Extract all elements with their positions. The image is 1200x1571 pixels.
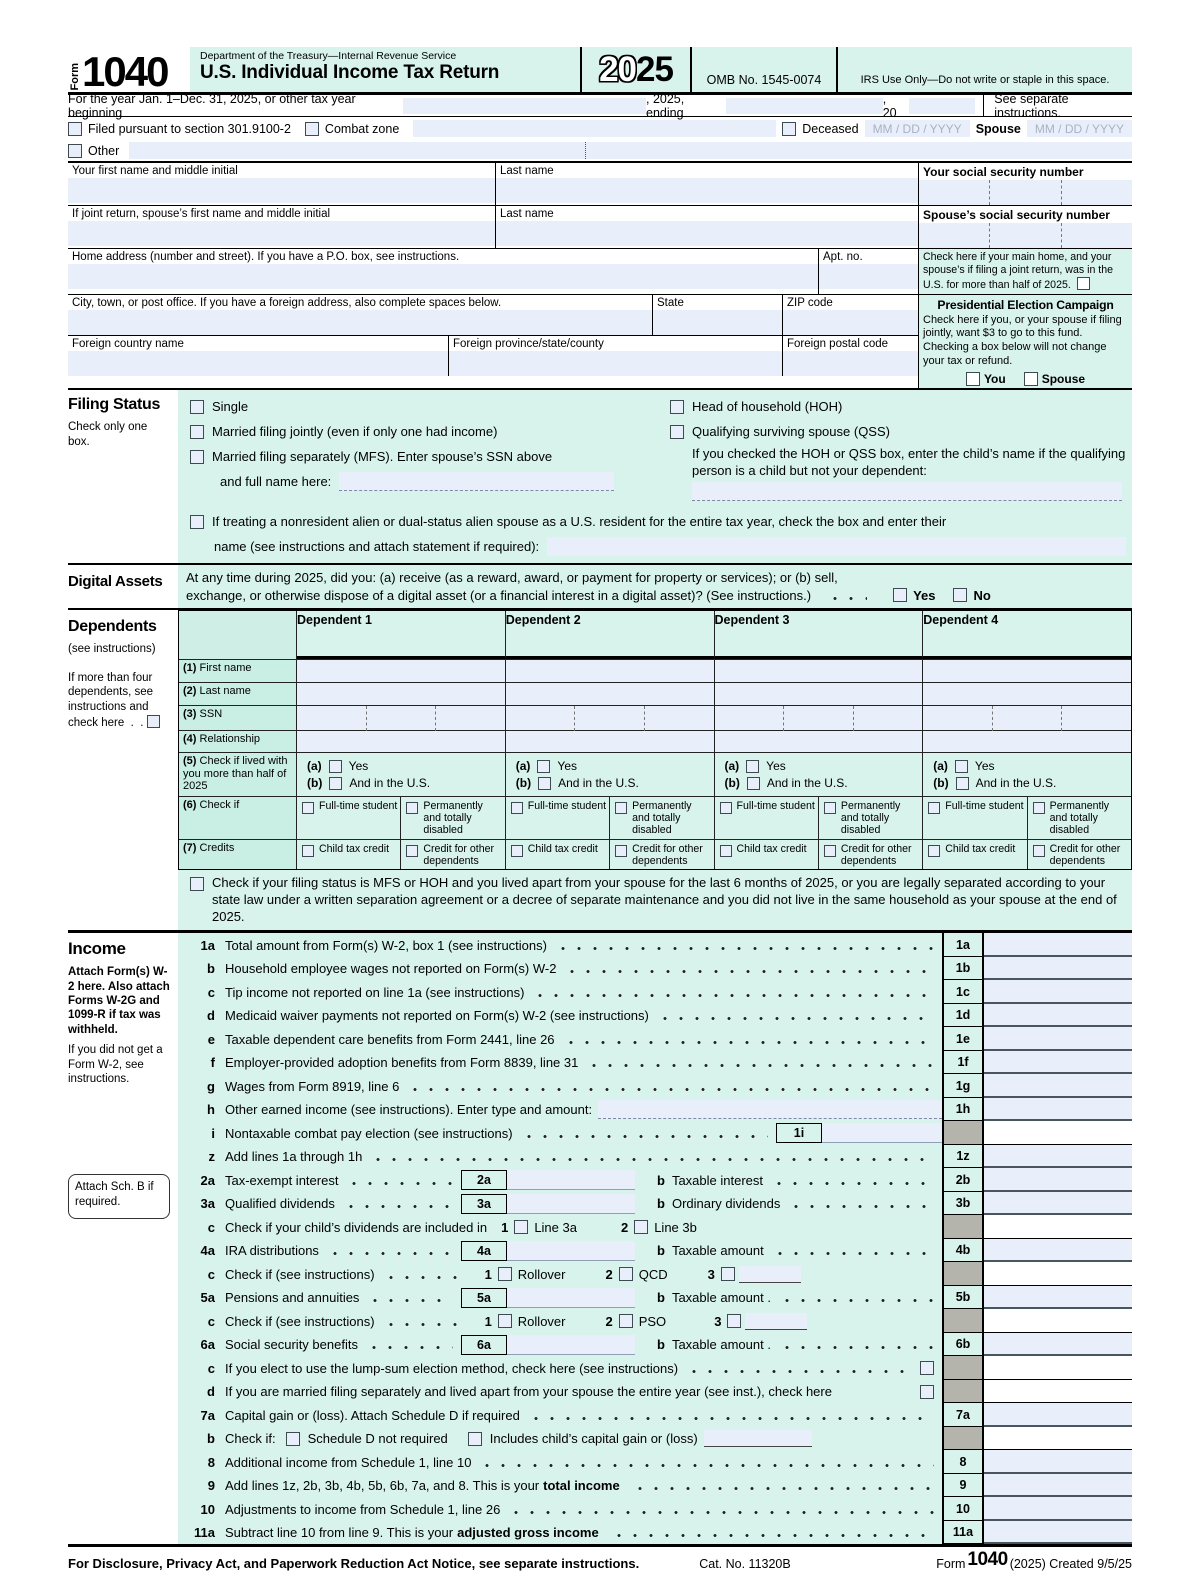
dep-check-if-row: (6) Check if Full-time student Permanently and totally disabled Full-time student Permanently and totally disabled Full-time student Permanently and totally disabled Full-time student Permanently and totally disabled	[179, 797, 1131, 840]
spouse-deceased-date-input[interactable]: MM / DD / YYYY	[1027, 120, 1132, 137]
income-line-8: 8 Additional income from Schedule 1, line 10 8	[178, 1450, 1132, 1474]
year-beginning-input[interactable]	[403, 98, 646, 114]
main-home-note: Check here if your main home, and your spouse’s if filing a joint return, was in the U.S. for more than half of 2025.	[918, 249, 1132, 294]
dot-leader	[686, 1369, 912, 1374]
department-line: Department of the Treasury—Internal Revenue Service	[200, 50, 457, 62]
dep1-ctc-checkbox[interactable]	[302, 845, 314, 857]
mfs-lived-apart-checkbox[interactable]	[920, 1385, 934, 1399]
tax-year-row: For the year Jan. 1–Dec. 31, 2025, or other tax year beginning , 2025, ending , 20 See separate instructions.	[68, 95, 1132, 117]
dep4-odc-checkbox[interactable]	[1033, 845, 1045, 857]
pec-you-checkbox[interactable]	[966, 372, 980, 386]
dep2-lived-us-checkbox[interactable]	[538, 777, 551, 790]
shaded-cell	[942, 1356, 984, 1380]
dep2-student-checkbox[interactable]	[511, 802, 523, 814]
4c-3-checkbox[interactable]	[721, 1267, 735, 1281]
child-capital-gain-checkbox[interactable]	[468, 1432, 482, 1446]
income-line-1i: i Nontaxable combat pay election (see instructions) 1i	[178, 1121, 1132, 1145]
page-footer	[68, 1547, 1132, 1571]
digital-assets-section: Digital Assets At any time during 2025, did you: (a) receive (as a reward, award, or payment for property or services); or (b) sell, exchange, or otherwise dispose of a digital asset (or a financial interest in a digital asset)? (See instructions.) Yes No	[68, 565, 1132, 610]
spouse-last-name-input[interactable]	[496, 221, 918, 246]
dot-leader	[521, 1134, 768, 1139]
amount-1h[interactable]	[984, 1098, 1132, 1122]
child-dividends-3b-checkbox[interactable]	[634, 1220, 648, 1234]
tax-exempt-interest-input[interactable]	[507, 1170, 635, 1190]
main-home-checkbox[interactable]	[1077, 277, 1090, 290]
other-earned-income-input[interactable]	[598, 1100, 942, 1119]
dep1-last-name-input[interactable]	[297, 683, 506, 705]
5c-3-input[interactable]	[745, 1313, 807, 1330]
year-ending-input[interactable]	[726, 98, 883, 114]
income-line-10: 10 Adjustments to income from Schedule 1, line 26 10	[178, 1497, 1132, 1521]
dot-leader	[383, 1322, 463, 1327]
amount-10[interactable]	[984, 1497, 1132, 1521]
omb-number: OMB No. 1545-0074	[692, 47, 838, 92]
digital-assets-no-checkbox[interactable]	[953, 588, 967, 602]
irs-use-only: IRS Use Only—Do not write or staple in this space.	[838, 47, 1132, 92]
taxpayer-name-row: Your first name and middle initial Last name Your social security number	[68, 163, 1132, 206]
dep1-student-checkbox[interactable]	[302, 802, 314, 814]
dep-ssn-row: (3) SSN	[179, 706, 1131, 731]
dependents-heading: Dependents	[68, 618, 157, 636]
amount-11a[interactable]	[984, 1521, 1132, 1545]
dep2-first-name-input[interactable]	[506, 660, 715, 682]
dep-lived-with-you-row: (5) Check if lived with you more than half of 2025 (a) Yes (b) And in the U.S. (a) Yes (b) And in the U.S. (a) Yes (b) And in the U.S. (a) Yes (b) And in the U.S.	[179, 753, 1131, 797]
income-line-1d: d Medicaid waiver payments not reported on Form(s) W-2 (see instructions) 1d	[178, 1004, 1132, 1028]
dep2-relationship-input[interactable]	[506, 731, 715, 752]
dep-first-name-row: (1) First name	[179, 660, 1131, 683]
amount-1f[interactable]	[984, 1051, 1132, 1075]
amount-1b[interactable]	[984, 957, 1132, 981]
amount-1e[interactable]	[984, 1027, 1132, 1051]
nra-spouse-name-input[interactable]	[547, 537, 1126, 556]
amount-6d	[984, 1380, 1132, 1404]
dep4-ctc-checkbox[interactable]	[928, 845, 940, 857]
dep-credits-row: (7) Credits Child tax credit Credit for other dependents Child tax credit Credit for other dependents Child tax credit Credit for other dependents Child tax credit Credit for other dependents	[179, 840, 1131, 870]
hoh-checkbox[interactable]	[670, 400, 684, 414]
see-instructions: See separate instructions.	[994, 91, 1069, 120]
amount-7b	[984, 1427, 1132, 1451]
filed-pursuant-checkbox[interactable]	[68, 122, 82, 136]
other-checkbox[interactable]	[68, 144, 82, 158]
nra-spouse-checkbox[interactable]	[190, 515, 204, 529]
dep3-lived-yes-checkbox[interactable]	[746, 760, 759, 773]
dep4-last-name-input[interactable]	[923, 683, 1131, 705]
income-line-6d: d If you are married filing separately and lived apart from your spouse the entire year (see inst.), check here	[178, 1380, 1132, 1404]
dot-leader	[563, 1040, 934, 1045]
combat-pay-input[interactable]	[822, 1123, 942, 1143]
income-line-1b: b Household employee wages not reported on Form(s) W-2 1b	[178, 957, 1132, 981]
income-line-6a: 6a Social security benefits 6a b Taxable amount . 6b	[178, 1333, 1132, 1357]
5c-pso-checkbox[interactable]	[619, 1314, 633, 1328]
dep2-ssn-input[interactable]	[506, 706, 715, 730]
dot-leader	[528, 1416, 934, 1421]
income-line-3a: 3a Qualified dividends 3a b Ordinary dividends 3b	[178, 1192, 1132, 1216]
tax-year: 20 25	[580, 47, 692, 92]
form-title: U.S. Individual Income Tax Return	[200, 62, 500, 83]
amount-8[interactable]	[984, 1450, 1132, 1474]
dep2-lived-yes-checkbox[interactable]	[537, 760, 550, 773]
income-line-1z: z Add lines 1a through 1h 1z	[178, 1145, 1132, 1169]
footer-form-id: Form 1040 (2025) Created 9/5/25	[936, 1549, 1132, 1571]
income-line-4c: c Check if (see instructions) 1 Rollover 2 QCD 3	[178, 1262, 1132, 1286]
4c-3-input[interactable]	[739, 1266, 801, 1283]
dep1-ssn-input[interactable]	[297, 706, 506, 730]
filing-status-section: Filing Status Check only one box. Single Married filing jointly (even if only one had income) Married filing separately (MFS). Enter spouse’s SSN above and full name here: Head of household (HOH) Qualifying surviving spouse (QSS) If you checked the HOH or QSS box, enter the child’s name if the qualifying person is a child but not your dependent: If treating a nonresident alien or dual-status alien spouse as a U.S. resident for the entire tax year, check the box and enter their name (see instructions and attach statement if required):	[68, 390, 1132, 565]
dependents-table: Dependent 1 Dependent 2 Dependent 3 Dependent 4 (1) First name (2) Last name (3) SSN (4) Relationship (5) Check if lived with you more than half of 2025 (a) Yes (b) And in the U.S. (a) Yes (b) And in the U.S. (a) Yes (b) And in the U.S. (a) Yes (b) And in the U.S. (6) Check if Full-time student Permanently and totally disabled Full-time student Permanently and totally disabled Full-time student Permanently and totally disabled Full-time student Permanently and totally disabled (7) Credits Child tax credit Credit for other dependents Child tax credit Credit for other dependents Child tax credit Credit for other dependents Child tax credit Credit for other dependents	[178, 610, 1132, 870]
dep3-disabled-checkbox[interactable]	[824, 802, 836, 814]
dep3-lived-us-checkbox[interactable]	[747, 777, 760, 790]
dot-leader	[771, 1181, 934, 1186]
dep1-relationship-input[interactable]	[297, 731, 506, 752]
dep2-odc-checkbox[interactable]	[615, 845, 627, 857]
mfj-checkbox[interactable]	[190, 425, 204, 439]
dep4-relationship-input[interactable]	[923, 731, 1131, 752]
income-line-4a: 4a IRA distributions 4a b Taxable amount 4b	[178, 1239, 1132, 1263]
income-line-1a: 1a Total amount from Form(s) W-2, box 1 (see instructions) 1a	[178, 933, 1132, 957]
zip-input[interactable]	[783, 310, 918, 335]
dot-leader	[827, 596, 867, 601]
dep2-last-name-input[interactable]	[506, 683, 715, 705]
amount-1d[interactable]	[984, 1004, 1132, 1028]
dot-leader	[657, 1016, 934, 1021]
other-input[interactable]	[129, 142, 1132, 159]
dep4-lived-us-checkbox[interactable]	[956, 777, 969, 790]
first-name-input[interactable]	[68, 178, 495, 203]
lump-sum-election-checkbox[interactable]	[920, 1361, 934, 1375]
dep2-ctc-checkbox[interactable]	[511, 845, 523, 857]
dep4-lived-yes-checkbox[interactable]	[955, 760, 968, 773]
dep4-ssn-input[interactable]	[923, 706, 1131, 730]
shaded-cell	[942, 1427, 984, 1451]
last-name-input[interactable]	[496, 178, 918, 203]
catalog-number: Cat. No. 11320B	[699, 1557, 791, 1571]
apt-no-input[interactable]	[819, 264, 918, 289]
dep1-odc-checkbox[interactable]	[406, 845, 418, 857]
dep1-disabled-checkbox[interactable]	[406, 802, 418, 814]
dot-leader	[367, 1298, 453, 1303]
income-line-7a: 7a Capital gain or (loss). Attach Schedule D if required 7a	[178, 1403, 1132, 1427]
income-line-1c: c Tip income not reported on line 1a (see instructions) 1c	[178, 980, 1132, 1004]
dot-leader	[366, 1345, 453, 1350]
dep3-last-name-input[interactable]	[715, 683, 924, 705]
amount-1g[interactable]	[984, 1074, 1132, 1098]
dep4-student-checkbox[interactable]	[928, 802, 940, 814]
city-foreign-block	[68, 295, 1132, 391]
amount-1a[interactable]	[984, 933, 1132, 957]
7b-input[interactable]	[704, 1430, 812, 1447]
year-row-label: For the year Jan. 1–Dec. 31, 2025, or other tax year beginning	[68, 91, 356, 120]
dot-leader	[327, 1251, 453, 1256]
dep3-first-name-input[interactable]	[715, 660, 924, 682]
shaded-cell	[942, 1380, 984, 1404]
income-line-1g: g Wages from Form 8919, line 6 1g	[178, 1074, 1132, 1098]
mfs-hoh-lived-apart-note: Check if your filing status is MFS or HOH and you lived apart from your spouse for the last 6 months of 2025, or you are legally separated according to your state law under a written separation agreement or a decree of separate maintenance and you did not live in the same household as your spouse at the end of 2025.	[178, 870, 1132, 930]
ira-distributions-input[interactable]	[507, 1241, 635, 1261]
income-line-9: 9 Add lines 1z, 2b, 3b, 4b, 5b, 6b, 7a, and 8. This is your total income 9	[178, 1474, 1132, 1498]
city-input[interactable]	[68, 310, 652, 335]
shaded-cell	[942, 1309, 984, 1333]
single-checkbox[interactable]	[190, 400, 204, 414]
income-line-7b: b Check if: Schedule D not required Includes child’s capital gain or (loss)	[178, 1427, 1132, 1451]
dot-leader	[346, 1181, 453, 1186]
income-line-3c: c Check if your child’s dividends are included in 1 Line 3a 2 Line 3b	[178, 1215, 1132, 1239]
qualified-dividends-input[interactable]	[507, 1194, 635, 1214]
income-line-5c: c Check if (see instructions) 1 Rollover 2 PSO 3	[178, 1309, 1132, 1333]
dep-last-name-row: (2) Last name	[179, 683, 1131, 706]
dependents-section: Dependents (see instructions) If more than four dependents, see instructions and check here . . Dependent 1 Dependent 2 Dependent 3 Dependent 4 (1) First name (2) Last name (3) SSN (4) Relationship (5) Check if lived with you more than half of 2025 (a) Yes (b) And in the U.S. (a) Yes (b) And in the U.S. (a) Yes (b) And in the U.S. (a) Yes (b) And in the U.S. (6) Check if Full-time student Permanently and totally disabled Full-time student Permanently and totally disabled Full-time student Permanently and totally disabled Full-time student Permanently and totally disabled (7) Credits Child tax credit Credit for other dependents Child tax credit Credit for other dependents Child tax credit Credit for other dependents Child tax credit Credit for other dependents Check if your filing status is MFS or HOH and you lived apart from your spouse for the last 6 months of 2025, or you are legally separated according to your state law under a written separation agreement or a decree of separate maintenance and you did not live in the same household as your spouse at the end of 2025.	[68, 610, 1132, 933]
dot-leader	[611, 1533, 934, 1538]
foreign-postal-input[interactable]	[783, 351, 918, 376]
shaded-cell	[942, 1121, 984, 1145]
form-word: Form	[69, 62, 81, 90]
city-row: City, town, or post office. If you have a foreign address, also complete spaces below. State ZIP code	[68, 295, 918, 336]
foreign-province-input[interactable]	[449, 351, 782, 376]
dot-leader	[508, 1510, 934, 1515]
foreign-country-input[interactable]	[68, 351, 448, 376]
presidential-election-campaign: Presidential Election Campaign Check here if you, or your spouse if filing jointly, want $3 to go to this fund. Checking a box below will not change your tax or refund. You Spouse	[918, 295, 1132, 389]
form-number: 1040	[82, 48, 168, 96]
disclosure-notice: For Disclosure, Privacy Act, and Paperwork Reduction Act Notice, see separate instructions.	[68, 1556, 640, 1571]
child-dividends-3a-checkbox[interactable]	[514, 1220, 528, 1234]
income-line-11a: 11a Subtract line 10 from line 9. This is your adjusted gross income 11a	[178, 1521, 1132, 1545]
amount-6c	[984, 1356, 1132, 1380]
amount-9[interactable]	[984, 1474, 1132, 1498]
income-line-1h: h Other earned income (see instructions). Enter type and amount: 1h	[178, 1098, 1132, 1122]
5c-rollover-checkbox[interactable]	[498, 1314, 512, 1328]
amount-5c	[984, 1309, 1132, 1333]
dot-leader	[564, 969, 934, 974]
spouse-first-name-input[interactable]	[68, 221, 495, 246]
dot-leader	[343, 1204, 453, 1209]
dep1-lived-yes-checkbox[interactable]	[329, 760, 342, 773]
dep3-relationship-input[interactable]	[715, 731, 924, 752]
pensions-annuities-input[interactable]	[507, 1288, 635, 1308]
filing-status-heading: Filing Status	[68, 396, 161, 414]
income-heading: Income	[68, 939, 126, 959]
deceased-date-input[interactable]: MM / DD / YYYY	[865, 120, 970, 137]
dot-leader	[383, 1275, 463, 1280]
special-status-row: Filed pursuant to section 301.9100-2 Combat zone Deceased MM / DD / YYYY Spouse MM / DD / YYYY	[68, 117, 1132, 140]
income-section: Income Attach Form(s) W-2 here. Also attach Forms W-2G and 1099-R if tax was withheld. If you did not get a Form W-2, see instructions. Attach Sch. B if required. 1a Total amount from Form(s) W-2, box 1 (see instructions) 1a b Household employee wages not reported on Form(s) W-2 1b c Tip income not reported on line 1a (see instructions) 1c d Medicaid waiver payments not reported on Form(s) W-2 (see instructions) 1d e Taxable dependent care benefits from Form 2441, line 26 1e f Employer-provided adoption benefits from Form 8839, line 31 1f g Wages from Form 8919, line 6 1g h Other earned income (see instructions). Enter type and amount: 1h i Nontaxable combat pay election (see instructions) 1i z Add lines 1a through 1h 1z 2a Tax-exempt interest 2a b Taxable interest 2b 3a Qualified dividends 3a b Ordinary dividends 3b c Check if your child’s dividends are included in 1 Line 3a 2 Line 3b 4a IRA distributions 4a b Taxable amount 4b c Check if (see instructions) 1 Rollover 2 QCD 3 5a Pensions and annuities 5a b Taxable amount . 5b c Check if (see instructions) 1 Rollover 2 PSO 3 6a Social security benefits 6a b Taxable amount . 6b c If you elect to use the lump-sum election method, check here (see instructions) d If you are married filing separately and lived apart from your spouse the entire year (see inst.), check here 7a Capital gain or (loss). Attach Schedule D if required 7a b Check if: Schedule D not required Includes child’s capital gain or (loss) 8 Additional income from Schedule 1, line 10 8 9 Add lines 1z, 2b, 3b, 4b, 5b, 6b, 7a, and 8. This is your total income 9 10 Adjustments to income from Schedule 1, line 26 10 11a Subtract line 10 from line 9. This is your adjusted gross income 11a	[68, 933, 1132, 1547]
amount-4b[interactable]	[984, 1239, 1132, 1263]
dot-leader	[479, 1463, 934, 1468]
qss-child-name-input[interactable]	[692, 482, 1122, 501]
year-20-input[interactable]	[909, 98, 976, 114]
dep1-first-name-input[interactable]	[297, 660, 506, 682]
foreign-row: Foreign country name Foreign province/state/county Foreign postal code	[68, 336, 918, 376]
social-security-benefits-input[interactable]	[507, 1335, 635, 1355]
amount-1z[interactable]	[984, 1145, 1132, 1169]
dep4-disabled-checkbox[interactable]	[1033, 802, 1045, 814]
form-header	[68, 47, 1132, 95]
dep3-odc-checkbox[interactable]	[824, 845, 836, 857]
more-than-four-dependents-checkbox[interactable]	[147, 715, 160, 728]
5c-3-checkbox[interactable]	[727, 1314, 741, 1328]
shaded-cell	[942, 1215, 984, 1239]
dot-leader	[779, 1345, 934, 1350]
income-line-1e: e Taxable dependent care benefits from Form 2441, line 26 1e	[178, 1027, 1132, 1051]
combat-zone-checkbox[interactable]	[305, 122, 319, 136]
dep2-disabled-checkbox[interactable]	[615, 802, 627, 814]
4c-rollover-checkbox[interactable]	[498, 1267, 512, 1281]
income-line-6c: c If you elect to use the lump-sum election method, check here (see instructions)	[178, 1356, 1132, 1380]
dot-leader	[779, 1298, 934, 1303]
dot-leader	[632, 1486, 934, 1491]
dep4-first-name-input[interactable]	[923, 660, 1131, 682]
amount-5b[interactable]	[984, 1286, 1132, 1310]
shaded-cell	[942, 1262, 984, 1286]
mfs-checkbox[interactable]	[190, 450, 204, 464]
spouse-ssn-input[interactable]	[919, 223, 1132, 248]
dot-leader	[772, 1251, 934, 1256]
amount-3b[interactable]	[984, 1192, 1132, 1216]
4c-qcd-checkbox[interactable]	[619, 1267, 633, 1281]
dep3-ctc-checkbox[interactable]	[720, 845, 732, 857]
income-line-1f: f Employer-provided adoption benefits from Form 8839, line 31 1f	[178, 1051, 1132, 1075]
amount-4c	[984, 1262, 1132, 1286]
mfs-hoh-lived-apart-checkbox[interactable]	[190, 877, 204, 891]
dot-leader	[407, 1087, 934, 1092]
home-address-row: Home address (number and street). If you have a P.O. box, see instructions. Apt. no. Check here if your main home, and your spouse’s if filing a joint return, was in the U.S. for more than half of 2025.	[68, 249, 1132, 295]
dot-leader	[788, 1204, 934, 1209]
qss-checkbox[interactable]	[670, 425, 684, 439]
amount-1c[interactable]	[984, 980, 1132, 1004]
attach-sch-b-callout: Attach Sch. B if required.	[68, 1174, 170, 1219]
amount-6b[interactable]	[984, 1333, 1132, 1357]
amount-2b[interactable]	[984, 1168, 1132, 1192]
amount-3c	[984, 1215, 1132, 1239]
income-line-5a: 5a Pensions and annuities 5a b Taxable amount . 5b	[178, 1286, 1132, 1310]
digital-assets-heading: Digital Assets	[68, 573, 163, 591]
amount-1i	[984, 1121, 1132, 1145]
dot-leader	[555, 946, 934, 951]
your-ssn-input[interactable]	[919, 180, 1132, 205]
spouse-name-row: If joint return, spouse’s first name and middle initial Last name Spouse’s social security number	[68, 206, 1132, 249]
income-line-2a: 2a Tax-exempt interest 2a b Taxable interest 2b	[178, 1168, 1132, 1192]
digital-assets-yes-checkbox[interactable]	[893, 588, 907, 602]
dep1-lived-us-checkbox[interactable]	[329, 777, 342, 790]
sched-d-not-required-checkbox[interactable]	[286, 1432, 300, 1446]
home-address-input[interactable]	[68, 264, 818, 289]
dep3-ssn-input[interactable]	[715, 706, 924, 730]
dot-leader	[370, 1157, 934, 1162]
deceased-checkbox[interactable]	[782, 122, 796, 136]
amount-7a[interactable]	[984, 1403, 1132, 1427]
pec-spouse-checkbox[interactable]	[1024, 372, 1038, 386]
dep-relationship-row: (4) Relationship	[179, 731, 1131, 753]
dot-leader	[586, 1063, 934, 1068]
state-input[interactable]	[653, 310, 782, 335]
mfs-spouse-name-input[interactable]	[339, 472, 614, 491]
dep3-student-checkbox[interactable]	[720, 802, 732, 814]
combat-zone-input[interactable]	[413, 120, 776, 137]
dot-leader	[532, 993, 934, 998]
other-status-row: Other	[68, 140, 1132, 163]
